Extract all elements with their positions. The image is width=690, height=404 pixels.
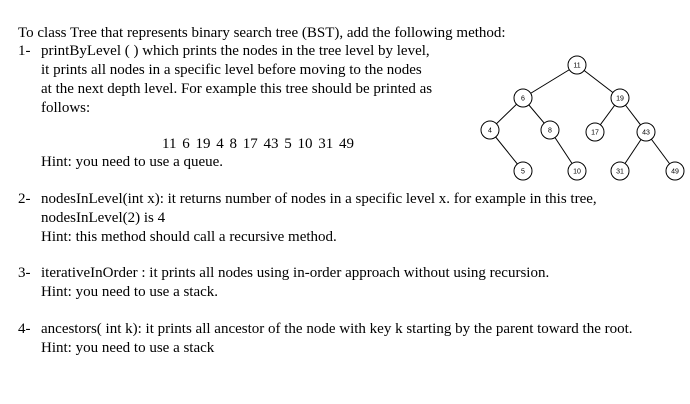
svg-text:11: 11	[573, 62, 581, 70]
item-4-line-1: ancestors( int k): it prints all ancestor of the node with key k starting by the parent toward the root.	[41, 321, 633, 337]
svg-text:6: 6	[521, 95, 525, 103]
bst-diagram	[470, 50, 690, 190]
tree-node-4	[481, 121, 499, 139]
item-4-line-2: Hint: you need to use a stack	[41, 340, 215, 356]
item-1-number: 1-	[18, 43, 31, 59]
svg-text:5: 5	[521, 168, 525, 176]
svg-text:43: 43	[642, 129, 650, 137]
item-3-number: 3-	[18, 265, 31, 281]
tree-node-17	[586, 123, 604, 141]
item-1-line-4: follows:	[41, 100, 91, 116]
item-2-line-1: nodesInLevel(int x): it returns number of nodes in a specific level x. for example in this tree,	[41, 191, 597, 207]
tree-node-6	[514, 89, 532, 107]
svg-text:49: 49	[671, 168, 679, 176]
tree-node-43	[637, 123, 655, 141]
tree-node-8	[541, 121, 559, 139]
item-2-line-2: nodesInLevel(2) is 4	[41, 210, 166, 226]
svg-text:31: 31	[616, 168, 624, 176]
item-3-line-2: Hint: you need to use a stack.	[41, 284, 219, 300]
item-1-line-1: printByLevel ( ) which prints the nodes in the tree level by level,	[41, 43, 430, 59]
item-2-number: 2-	[18, 191, 31, 207]
tree-node-19	[611, 89, 629, 107]
svg-text:8: 8	[548, 127, 552, 135]
item-1-line-2: it prints all nodes in a specific level before moving to the nodes	[41, 62, 422, 78]
tree-node-11	[568, 56, 586, 74]
svg-text:19: 19	[616, 95, 624, 103]
svg-text:10: 10	[573, 168, 581, 176]
intro-text: To class Tree that represents binary search tree (BST), add the following method:	[18, 25, 506, 41]
tree-node-49	[666, 162, 684, 180]
tree-node-10	[568, 162, 586, 180]
svg-text:4: 4	[488, 127, 492, 135]
tree-node-31	[611, 162, 629, 180]
item-3-line-1: iterativeInOrder : it prints all nodes using in-order approach without using recursion.	[41, 265, 550, 281]
svg-text:17: 17	[591, 129, 599, 137]
item-1-line-3: at the next depth level. For example this tree should be printed as	[41, 81, 433, 97]
tree-node-5	[514, 162, 532, 180]
example-output: 11 6 19 4 8 17 43 5 10 31 49	[162, 136, 354, 152]
item-4-number: 4-	[18, 321, 31, 337]
item-2-line-3: Hint: this method should call a recursive method.	[41, 229, 337, 245]
item-1-hint: Hint: you need to use a queue.	[41, 154, 224, 170]
